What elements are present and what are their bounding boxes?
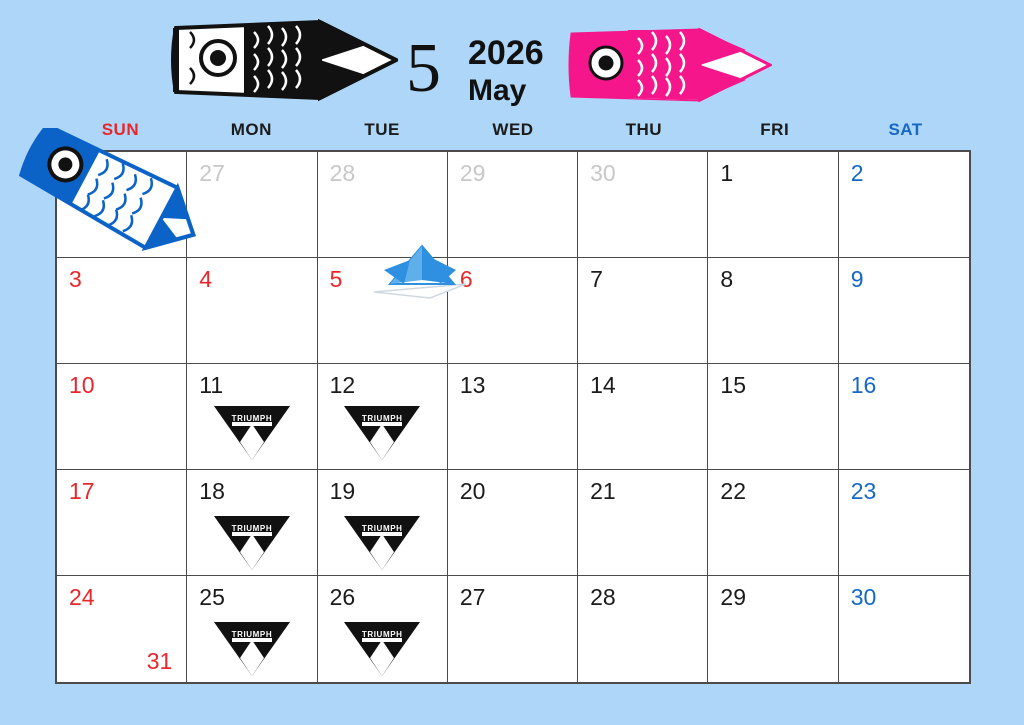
day-number: 15 <box>720 372 747 398</box>
day-cell[interactable] <box>578 152 708 258</box>
day-cell[interactable] <box>708 258 838 364</box>
day-number: 30 <box>850 584 877 610</box>
day-number: 28 <box>329 160 356 186</box>
day-number: 14 <box>590 372 616 398</box>
weekday-tue: TUE <box>364 120 400 139</box>
day-number: 12 <box>329 372 356 398</box>
koinobori-blue-icon <box>18 128 208 256</box>
calendar-header <box>0 0 1024 120</box>
day-number: 27 <box>459 584 486 610</box>
day-cell[interactable] <box>187 364 317 470</box>
day-number: 4 <box>199 266 213 292</box>
day-number: 29 <box>459 160 486 186</box>
day-cell[interactable] <box>839 152 969 258</box>
day-cell[interactable] <box>448 576 578 682</box>
day-cell[interactable] <box>708 470 838 576</box>
day-cell[interactable] <box>578 470 708 576</box>
day-cell[interactable] <box>839 364 969 470</box>
triumph-badge-label: TRIUMPH <box>361 414 403 423</box>
day-cell[interactable] <box>57 258 187 364</box>
day-cell[interactable] <box>839 470 969 576</box>
day-number: 1 <box>720 160 734 186</box>
day-number: 9 <box>850 266 864 292</box>
day-cell[interactable] <box>708 576 838 682</box>
day-cell[interactable] <box>578 364 708 470</box>
day-number: 5 <box>329 266 343 292</box>
weekday-wed: WED <box>492 120 534 139</box>
year-label: 2026 <box>468 34 544 72</box>
triumph-badge-label: TRIUMPH <box>361 524 403 533</box>
triumph-badge-icon <box>340 402 424 464</box>
day-cell[interactable] <box>839 576 969 682</box>
day-cell[interactable] <box>318 470 448 576</box>
day-number: 27 <box>199 160 225 186</box>
day-number: 17 <box>69 478 95 504</box>
day-number: 23 <box>850 478 877 504</box>
day-cell[interactable] <box>448 470 578 576</box>
day-number: 26 <box>329 584 356 610</box>
origami-kabuto-icon <box>370 240 470 302</box>
month-number: 5 <box>406 30 441 107</box>
month-name-label: May <box>468 74 527 107</box>
triumph-badge-label: TRIUMPH <box>231 414 273 423</box>
day-number: 30 <box>590 160 616 186</box>
koinobori-pink-icon <box>568 26 772 104</box>
day-cell[interactable] <box>578 576 708 682</box>
triumph-badge-icon <box>210 402 294 464</box>
triumph-badge-icon <box>340 512 424 574</box>
day-cell[interactable] <box>448 364 578 470</box>
weekday-fri: FRI <box>760 120 790 139</box>
weekday-mon: MON <box>230 120 272 139</box>
day-number: 28 <box>590 584 616 610</box>
day-number: 22 <box>720 478 747 504</box>
day-number: 8 <box>720 266 734 292</box>
day-cell[interactable] <box>57 364 187 470</box>
koinobori-black-white-icon <box>170 18 398 102</box>
triumph-badge-label: TRIUMPH <box>361 630 403 639</box>
day-cell[interactable] <box>187 258 317 364</box>
day-number: 10 <box>69 372 95 398</box>
triumph-badge-label: TRIUMPH <box>231 524 273 533</box>
day-number: 29 <box>720 584 747 610</box>
page-footer <box>0 684 1024 725</box>
day-cell[interactable] <box>318 364 448 470</box>
day-cell[interactable] <box>578 258 708 364</box>
weekday-sat: SAT <box>888 120 923 139</box>
triumph-badge-icon <box>210 618 294 680</box>
day-number: 21 <box>590 478 616 504</box>
day-cell[interactable] <box>708 364 838 470</box>
day-number: 3 <box>69 266 82 292</box>
weekday-sun: SUN <box>101 120 140 139</box>
day-number: 2 <box>850 160 864 186</box>
day-number: 16 <box>850 372 877 398</box>
triumph-badge-label: TRIUMPH <box>231 630 273 639</box>
day-cell[interactable] <box>318 576 448 682</box>
day-cell[interactable] <box>57 576 187 682</box>
day-number: 7 <box>590 266 603 292</box>
day-cell[interactable] <box>839 258 969 364</box>
page-title <box>406 20 566 110</box>
day-number: 13 <box>459 372 486 398</box>
weekday-thu: THU <box>625 120 663 139</box>
day-cell[interactable] <box>57 470 187 576</box>
day-number-overflow: 31 <box>146 648 173 674</box>
day-number: 18 <box>199 478 225 504</box>
day-number: 25 <box>199 584 225 610</box>
day-cell[interactable] <box>708 152 838 258</box>
day-cell[interactable] <box>187 470 317 576</box>
day-number: 6 <box>459 266 473 292</box>
day-cell[interactable] <box>187 576 317 682</box>
day-number: 19 <box>329 478 356 504</box>
day-number: 20 <box>459 478 486 504</box>
day-number: 24 <box>69 584 95 610</box>
triumph-badge-icon <box>210 512 294 574</box>
day-number: 11 <box>199 372 224 398</box>
triumph-badge-icon <box>340 618 424 680</box>
